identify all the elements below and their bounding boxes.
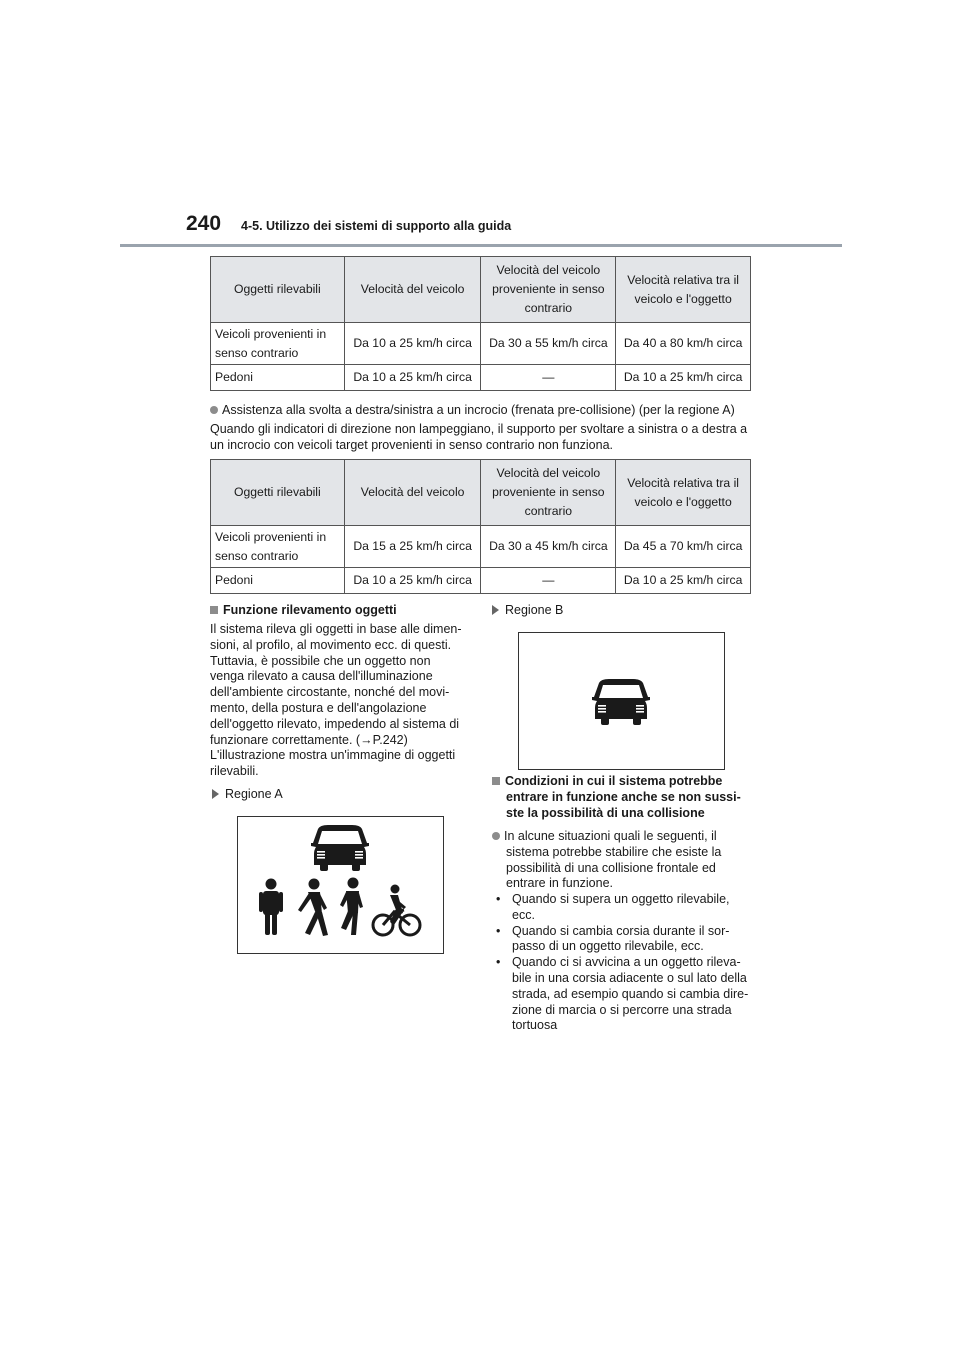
table-header-row xyxy=(211,460,751,526)
car-front-icon xyxy=(592,679,650,725)
page-number: 240 xyxy=(186,212,222,235)
conditions-intro-line: sistema potrebbe stabilire che esiste la xyxy=(506,844,722,859)
table-row xyxy=(211,526,751,568)
header-rule xyxy=(120,244,842,247)
list-item-line: passo di un oggetto rilevabile, ecc. xyxy=(512,939,704,954)
table-cell: Pedoni xyxy=(211,365,345,391)
turn-assist-note: Quando gli indicatori di direzione non lampeggiano, il supporto per svoltare a sinistra o a destra a un incrocio con veicoli target provenienti in senso contrario non funziona. xyxy=(210,422,748,452)
table-header-row xyxy=(211,257,751,323)
detection-line: L'illustrazione mostra un'immagine di oggetti xyxy=(210,748,456,763)
column-header: Velocità del veicolo xyxy=(344,257,481,323)
arrow-bullet-icon xyxy=(492,605,499,615)
section-title: 4-5. Utilizzo dei sistemi di supporto alla guida xyxy=(241,219,512,233)
detection-line: venga rilevato a causa dell'illuminazione xyxy=(210,669,433,684)
conditions-heading-line: entrare in funzione anche se non sussi- xyxy=(506,789,741,804)
list-item: • Quando si cambia corsia durante il sor- passo di un oggetto rilevabile, ecc. xyxy=(492,924,772,956)
walking-pedestrian-icon xyxy=(298,879,328,937)
column-header: Velocità del veicolo proveniente in senso contrario xyxy=(481,257,616,323)
table-cell: Veicoli provenienti in senso contrario xyxy=(211,323,345,365)
column-header: Velocità del veicolo xyxy=(344,460,481,526)
table-cell: Da 10 a 25 km/h circa xyxy=(344,365,481,391)
table-cell: Veicoli provenienti in senso contrario xyxy=(211,526,345,568)
list-item-line: zione di marcia o si percorre una strada xyxy=(512,1002,732,1017)
table-cell: Da 10 a 25 km/h circa xyxy=(616,365,751,391)
table-cell: Da 10 a 25 km/h circa xyxy=(344,323,481,365)
detection-line: sioni, al profilo, al movimento ecc. di questi. xyxy=(210,637,452,652)
table-cell: — xyxy=(481,365,616,391)
detection-line: Tuttavia, è possibile che un oggetto non xyxy=(210,653,431,668)
detection-line: Il sistema rileva gli oggetti in base alle dimen- xyxy=(210,622,462,636)
detection-line: dell'oggetto rilevato, impedendo al sistema di xyxy=(210,716,460,731)
conditions-heading xyxy=(492,774,772,821)
region-b-illustration xyxy=(518,632,725,770)
speed-table-1 xyxy=(210,256,751,391)
detection-body xyxy=(210,622,480,780)
region-a-text: Regione A xyxy=(225,787,283,801)
table-cell: Da 40 a 80 km/h circa xyxy=(616,323,751,365)
speed-table-2 xyxy=(210,459,751,594)
list-item: • Quando ci si avvicina a un oggetto rileva- bile in una corsia adiacente o sul lato della strada, ad esempio quando si cambia dire- zione di marcia o si percorre una strada tortuosa xyxy=(492,955,772,1034)
detection-heading-text: Funzione rilevamento oggetti xyxy=(223,603,397,617)
conditions-intro-line: possibilità di una collisione frontale ed xyxy=(506,860,716,875)
table-cell: Da 10 a 25 km/h circa xyxy=(616,568,751,594)
running-pedestrian-icon xyxy=(340,878,363,936)
list-item-line: bile in una corsia adiacente o sul lato della xyxy=(512,970,747,985)
turn-assist-bullet xyxy=(210,403,770,419)
detection-line: rilevabili. xyxy=(210,764,259,779)
square-bullet-icon xyxy=(492,777,500,785)
column-header: Oggetti rilevabili xyxy=(211,257,345,323)
region-a-illustration xyxy=(237,816,444,954)
arrow-bullet-icon xyxy=(212,789,219,799)
detection-line: dell'ambiente circostante, nonché del movi- xyxy=(210,685,450,700)
standing-pedestrian-icon xyxy=(259,879,283,936)
cyclist-icon xyxy=(373,885,420,936)
column-header: Velocità del veicolo proveniente in senso contrario xyxy=(481,460,616,526)
list-item: • Quando si supera un oggetto rilevabile, ecc. xyxy=(492,892,772,924)
table-row xyxy=(211,323,751,365)
conditions-heading-line: ste la possibilità di una collisione xyxy=(506,805,705,820)
region-b-text: Regione B xyxy=(505,603,564,617)
column-header: Oggetti rilevabili xyxy=(211,460,345,526)
conditions-intro xyxy=(492,829,772,892)
table-cell: Da 30 a 45 km/h circa xyxy=(481,526,616,568)
region-b-label xyxy=(492,603,563,619)
bullet-dot-icon xyxy=(492,832,500,840)
bullet-dot-icon xyxy=(210,406,218,414)
turn-assist-text: Assistenza alla svolta a destra/sinistra a un incrocio (frenata pre-collisione) (per la regione A) xyxy=(222,403,735,417)
list-item-line: Quando si cambia corsia durante il sor- xyxy=(512,923,730,938)
table-row xyxy=(211,365,751,391)
table-row xyxy=(211,568,751,594)
conditions-intro-line: In alcune situazioni quali le seguenti, il xyxy=(504,829,717,843)
list-item-line: Quando si supera un oggetto rilevabile, xyxy=(512,892,730,906)
table-cell: — xyxy=(481,568,616,594)
list-item-line: Quando ci si avvicina a un oggetto rileva- xyxy=(512,955,741,970)
table-cell: Da 10 a 25 km/h circa xyxy=(344,568,481,594)
table-cell: Da 15 a 25 km/h circa xyxy=(344,526,481,568)
column-header: Velocità relativa tra il veicolo e l'oggetto xyxy=(616,257,751,323)
detection-line: funzionare correttamente. (→P.242) xyxy=(210,732,408,747)
conditions-intro-line: entrare in funzione. xyxy=(506,876,614,891)
list-item-line: strada, ad esempio quando si cambia dire- xyxy=(512,986,749,1001)
list-item-line: tortuosa xyxy=(512,1018,558,1033)
conditions-list xyxy=(492,892,772,1034)
conditions-heading-line: Condizioni in cui il sistema potrebbe xyxy=(505,774,723,788)
region-a-label xyxy=(212,787,283,803)
table-cell: Pedoni xyxy=(211,568,345,594)
table-cell: Da 30 a 55 km/h circa xyxy=(481,323,616,365)
detection-heading xyxy=(210,603,397,619)
detection-line: mento, della postura e dell'angolazione xyxy=(210,700,427,715)
car-front-icon xyxy=(311,825,369,871)
square-bullet-icon xyxy=(210,606,218,614)
column-header: Velocità relativa tra il veicolo e l'oggetto xyxy=(616,460,751,526)
table-cell: Da 45 a 70 km/h circa xyxy=(616,526,751,568)
list-item-line: ecc. xyxy=(512,907,535,922)
